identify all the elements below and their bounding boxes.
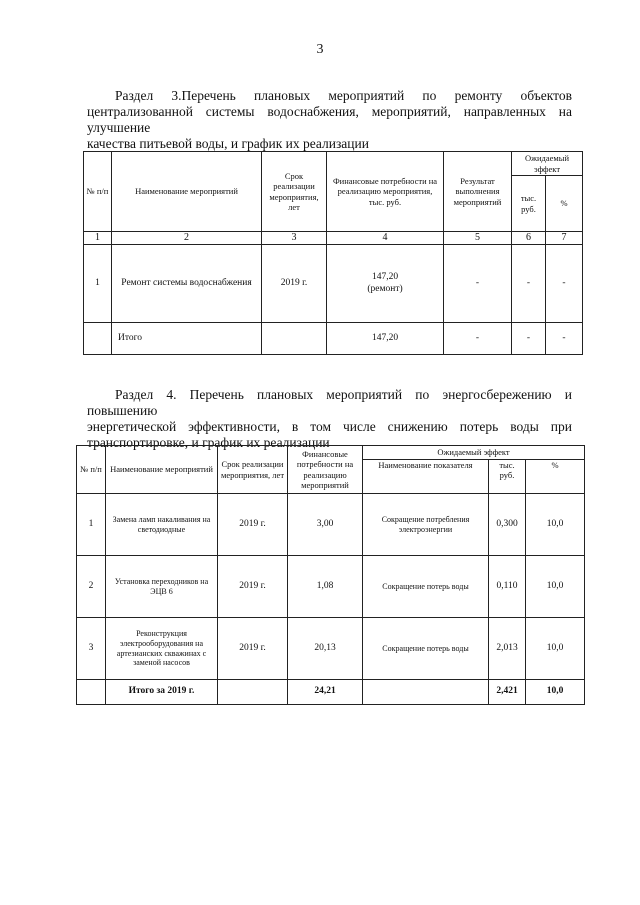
row-finance: 1,08 bbox=[288, 556, 363, 618]
row-indicator: Сокращение потерь воды bbox=[363, 618, 489, 680]
section3-table bbox=[83, 151, 583, 355]
column-numbers-row bbox=[84, 232, 583, 245]
section3-heading bbox=[87, 88, 572, 152]
row-finance-note: (ремонт) bbox=[367, 283, 403, 294]
total-rub: 2,421 bbox=[489, 680, 526, 705]
row-finance-value: 147,20 bbox=[371, 272, 399, 283]
column-number: 5 bbox=[444, 232, 512, 245]
header-indicator: Наименование показателя bbox=[363, 460, 489, 494]
header-effect: Ожидаемый эффект bbox=[512, 152, 583, 176]
total-finance: 147,20 bbox=[327, 323, 444, 355]
section3-heading-line-2: централизованной системы водоснабжения, мероприятий, направленных на улучшение bbox=[87, 104, 572, 135]
column-number: 6 bbox=[512, 232, 546, 245]
row-rub: - bbox=[512, 245, 546, 323]
row-term: 2019 г. bbox=[218, 618, 288, 680]
row-num: 1 bbox=[77, 494, 106, 556]
row-num: 3 bbox=[77, 618, 106, 680]
column-number: 4 bbox=[327, 232, 444, 245]
header-term: Срок реализации мероприятия, лет bbox=[218, 446, 288, 494]
section4-table bbox=[76, 445, 585, 705]
section4-heading-line-2: энергетической эффективности, в том числе снижению потерь воды при bbox=[87, 419, 572, 434]
column-number: 3 bbox=[262, 232, 327, 245]
row-name: Реконструкция электрооборудования на артезианских скважинах с заменой насосов bbox=[106, 618, 218, 680]
total-row bbox=[84, 323, 583, 355]
table-row bbox=[77, 618, 585, 680]
header-name: Наименование мероприятий bbox=[106, 446, 218, 494]
row-name: Замена ламп накаливания на светодиодные bbox=[106, 494, 218, 556]
header-effect: Ожидаемый эффект bbox=[363, 446, 585, 460]
section4-heading-line-3: транспортировке, и график их реализации bbox=[87, 435, 330, 450]
row-num: 1 bbox=[84, 245, 112, 323]
row-finance: 20,13 bbox=[288, 618, 363, 680]
total-finance: 24,21 bbox=[288, 680, 363, 705]
row-term: 2019 г. bbox=[218, 494, 288, 556]
header-effect-pct: % bbox=[546, 176, 583, 232]
header-name: Наименование мероприятий bbox=[112, 152, 262, 232]
row-indicator: Сокращение потребления электроэнергии bbox=[363, 494, 489, 556]
section3-heading-line-3: качества питьевой воды, и график их реализации bbox=[87, 136, 369, 151]
column-number: 2 bbox=[112, 232, 262, 245]
total-rub: - bbox=[512, 323, 546, 355]
section3-heading-line-1: Раздел 3.Перечень плановых мероприятий по ремонту объектов bbox=[115, 88, 572, 103]
row-finance: 3,00 bbox=[288, 494, 363, 556]
section4-heading-line-1: Раздел 4. Перечень плановых мероприятий по энергосбережению и повышению bbox=[87, 387, 572, 418]
column-number: 1 bbox=[84, 232, 112, 245]
header-effect-pct: % bbox=[526, 460, 585, 494]
header-term: Срок реализации мероприятия, лет bbox=[262, 152, 327, 232]
row-rub: 2,013 bbox=[489, 618, 526, 680]
row-name: Ремонт системы водоснабжения bbox=[112, 245, 262, 323]
table-row bbox=[77, 494, 585, 556]
row-rub: 0,110 bbox=[489, 556, 526, 618]
row-result: - bbox=[444, 245, 512, 323]
row-pct: - bbox=[546, 245, 583, 323]
row-name: Установка переходников на ЭЦВ 6 bbox=[106, 556, 218, 618]
section4-heading bbox=[87, 387, 572, 451]
row-finance bbox=[327, 245, 444, 323]
total-result: - bbox=[444, 323, 512, 355]
table-row bbox=[84, 245, 583, 323]
row-rub: 0,300 bbox=[489, 494, 526, 556]
table-row bbox=[77, 556, 585, 618]
row-pct: 10,0 bbox=[526, 618, 585, 680]
row-num: 2 bbox=[77, 556, 106, 618]
total-row bbox=[77, 680, 585, 705]
header-finance: Финансовые потребности на реализацию мероприятия, тыс. руб. bbox=[327, 152, 444, 232]
total-pct: 10,0 bbox=[526, 680, 585, 705]
header-effect-rub: тыс. руб. bbox=[512, 176, 546, 232]
header-effect-rub: тыс. руб. bbox=[489, 460, 526, 494]
header-num: № п/п bbox=[77, 446, 106, 494]
page-number: 3 bbox=[316, 42, 324, 57]
row-pct: 10,0 bbox=[526, 556, 585, 618]
header-num: № п/п bbox=[84, 152, 112, 232]
row-term: 2019 г. bbox=[262, 245, 327, 323]
header-result: Результат выполнения мероприятий bbox=[444, 152, 512, 232]
column-number: 7 bbox=[546, 232, 583, 245]
row-pct: 10,0 bbox=[526, 494, 585, 556]
header-finance: Финансовые потребности на реализацию мероприятий bbox=[288, 446, 363, 494]
total-pct: - bbox=[546, 323, 583, 355]
row-term: 2019 г. bbox=[218, 556, 288, 618]
row-indicator: Сокращение потерь воды bbox=[363, 556, 489, 618]
total-label: Итого за 2019 г. bbox=[106, 680, 218, 705]
total-label: Итого bbox=[112, 323, 262, 355]
